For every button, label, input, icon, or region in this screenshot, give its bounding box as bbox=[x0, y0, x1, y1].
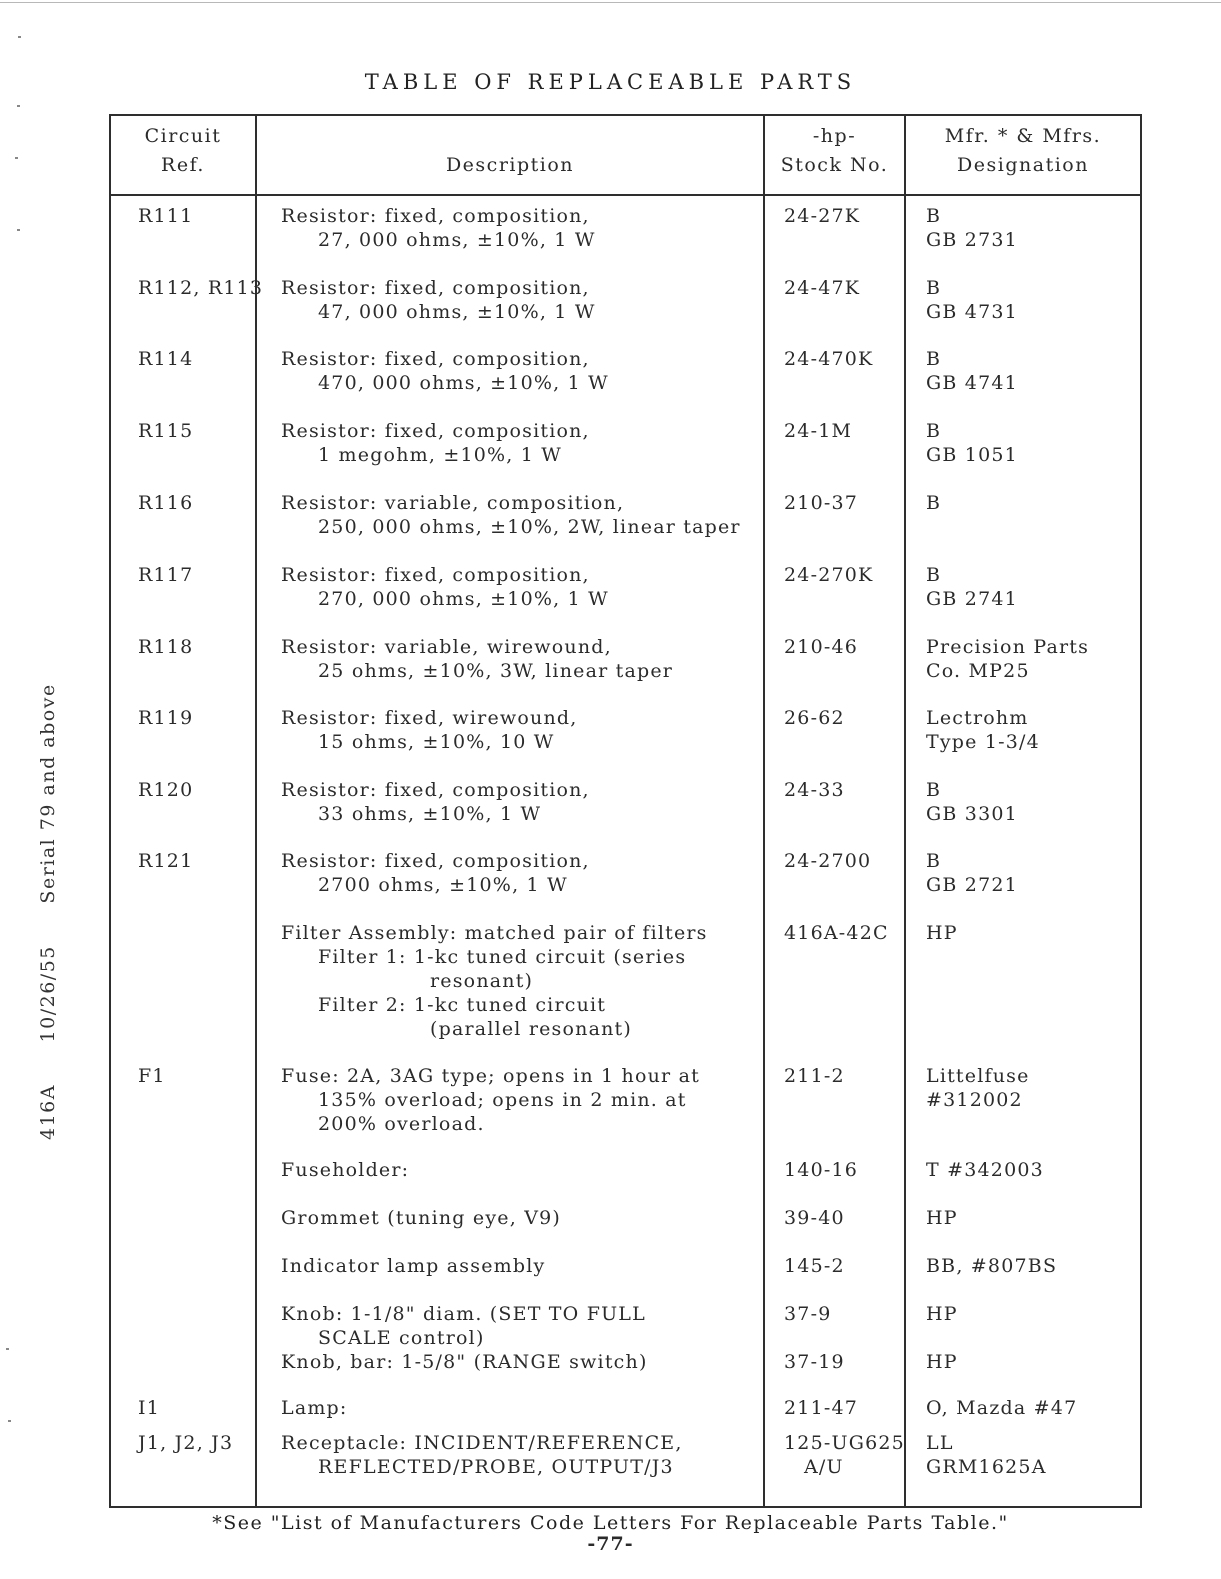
stock-number bbox=[784, 563, 873, 587]
stock-number bbox=[784, 921, 889, 945]
mfr-designation-line: #312002 bbox=[926, 1089, 1023, 1111]
part-description bbox=[281, 1396, 348, 1420]
mfr-designation-line: B bbox=[926, 564, 942, 586]
stock-number bbox=[784, 1431, 905, 1479]
header-mfr-designation: Mfr. * & Mfrs. Designation bbox=[944, 125, 1102, 176]
stock-number bbox=[784, 1206, 845, 1230]
mfr-designation-line: GB 2741 bbox=[926, 588, 1018, 610]
stock-number bbox=[784, 1064, 845, 1088]
scan-speck bbox=[8, 1420, 11, 1422]
page-title: TABLE OF REPLACEABLE PARTS bbox=[364, 70, 857, 94]
part-description-line: Fuse: 2A, 3AG type; opens in 1 hour at bbox=[281, 1065, 700, 1087]
mfr-designation-line: HP bbox=[926, 1351, 958, 1373]
stock-number-line: 125-UG625 bbox=[784, 1432, 905, 1454]
part-description-line: Resistor: fixed, composition, bbox=[281, 779, 590, 801]
circuit-ref: R120 bbox=[138, 779, 194, 801]
serial-note: Serial 79 and above bbox=[37, 683, 59, 904]
footnote: *See "List of Manufacturers Code Letters For Replaceable Parts Table." bbox=[212, 1512, 1009, 1534]
part-description-line: 270, 000 ohms, ±10%, 1 W bbox=[318, 588, 609, 610]
part-description bbox=[281, 1254, 545, 1278]
stock-number-line: 24-47K bbox=[784, 277, 861, 299]
part-description-line: 135% overload; opens in 2 min. at bbox=[318, 1089, 687, 1111]
mfr-designation bbox=[926, 276, 1018, 324]
part-description-line: 47, 000 ohms, ±10%, 1 W bbox=[318, 301, 596, 323]
part-description bbox=[281, 347, 609, 395]
mfr-designation bbox=[926, 563, 1018, 611]
circuit-ref: R116 bbox=[138, 492, 194, 514]
part-description-line: 15 ohms, ±10%, 10 W bbox=[318, 731, 555, 753]
mfr-designation-line: B bbox=[926, 205, 942, 227]
page-number: -77- bbox=[587, 1533, 634, 1555]
mfr-designation-line: Co. MP25 bbox=[926, 660, 1030, 682]
mfr-designation-line: HP bbox=[926, 1303, 958, 1325]
part-description bbox=[281, 635, 673, 683]
mfr-designation-line: GRM1625A bbox=[926, 1456, 1047, 1478]
mfr-designation bbox=[926, 1350, 958, 1374]
stock-number bbox=[784, 778, 845, 802]
part-description-line: 200% overload. bbox=[318, 1113, 485, 1135]
part-description bbox=[281, 1158, 409, 1182]
mfr-designation-line: B bbox=[926, 779, 942, 801]
stock-number-line: 24-270K bbox=[784, 564, 874, 586]
revision-date: 10/26/55 bbox=[37, 945, 59, 1043]
circuit-ref: R119 bbox=[138, 707, 194, 729]
mfr-designation-line: O, Mazda #47 bbox=[926, 1397, 1078, 1419]
part-description-line: Resistor: fixed, composition, bbox=[281, 850, 590, 872]
mfr-designation bbox=[926, 491, 941, 515]
mfr-designation bbox=[926, 1254, 1057, 1278]
stock-number-line: 26-62 bbox=[784, 707, 845, 729]
mfr-designation bbox=[926, 204, 1018, 252]
part-description bbox=[281, 1431, 683, 1479]
part-description bbox=[281, 563, 609, 611]
stock-number bbox=[784, 491, 858, 515]
circuit-ref: J1, J2, J3 bbox=[138, 1432, 234, 1454]
scan-speck bbox=[17, 105, 20, 107]
mfr-designation bbox=[926, 1064, 1030, 1112]
part-description bbox=[281, 204, 596, 252]
part-description-line: 33 ohms, ±10%, 1 W bbox=[318, 803, 542, 825]
mfr-designation-line: Type 1-3/4 bbox=[926, 731, 1040, 753]
part-description-line: Resistor: fixed, composition, bbox=[281, 205, 590, 227]
part-description-line: Resistor: fixed, composition, bbox=[281, 564, 590, 586]
stock-number bbox=[784, 1158, 858, 1182]
column-divider bbox=[904, 116, 906, 1506]
part-description bbox=[281, 706, 577, 754]
part-description-line: (parallel resonant) bbox=[430, 1018, 632, 1040]
circuit-ref: R117 bbox=[138, 564, 194, 586]
part-description bbox=[281, 276, 596, 324]
scan-speck bbox=[6, 1348, 9, 1350]
mfr-designation bbox=[926, 347, 1018, 395]
stock-number-line: 24-2700 bbox=[784, 850, 872, 872]
circuit-ref: R115 bbox=[138, 420, 194, 442]
circuit-ref: I1 bbox=[138, 1397, 160, 1419]
part-description-line: 250, 000 ohms, ±10%, 2W, linear taper bbox=[318, 516, 741, 538]
stock-number-line: 140-16 bbox=[784, 1159, 859, 1181]
stock-number-line: 24-470K bbox=[784, 348, 874, 370]
part-description-line: Indicator lamp assembly bbox=[281, 1255, 546, 1277]
mfr-designation-line: BB, #807BS bbox=[926, 1255, 1058, 1277]
mfr-designation-line: B bbox=[926, 348, 942, 370]
mfr-designation-line: GB 4741 bbox=[926, 372, 1018, 394]
stock-number-line: 211-2 bbox=[784, 1065, 845, 1087]
stock-number bbox=[784, 1396, 858, 1420]
part-description bbox=[281, 1206, 561, 1230]
side-annotation bbox=[37, 649, 59, 1140]
column-divider bbox=[255, 116, 257, 1506]
part-description-line: Filter 2: 1-kc tuned circuit bbox=[318, 994, 607, 1016]
stock-number bbox=[784, 347, 873, 371]
stock-number bbox=[784, 419, 852, 443]
header-description: Description bbox=[445, 154, 575, 176]
part-description bbox=[281, 849, 590, 897]
part-description bbox=[281, 491, 741, 539]
parts-table bbox=[109, 114, 1142, 1508]
part-description-line: Filter 1: 1-kc tuned circuit (series bbox=[318, 946, 687, 968]
stock-number-line: 37-9 bbox=[784, 1303, 832, 1325]
header-divider bbox=[111, 194, 1140, 196]
circuit-ref: R112, R113 bbox=[138, 277, 264, 299]
part-description-line: Knob, bar: 1-5/8" (RANGE switch) bbox=[281, 1351, 648, 1373]
stock-number-line: 416A-42C bbox=[784, 922, 889, 944]
stock-number-line: 210-37 bbox=[784, 492, 859, 514]
mfr-designation bbox=[926, 706, 1040, 754]
circuit-ref: R111 bbox=[138, 205, 194, 227]
mfr-designation-line: GB 2721 bbox=[926, 874, 1018, 896]
stock-number-line: 24-27K bbox=[784, 205, 861, 227]
model-number: 416A bbox=[37, 1084, 59, 1140]
stock-number-line: A/U bbox=[804, 1456, 844, 1478]
header-circuit-ref: Circuit Ref. bbox=[144, 125, 222, 176]
part-description-line: REFLECTED/PROBE, OUTPUT/J3 bbox=[318, 1456, 674, 1478]
part-description-line: Resistor: fixed, composition, bbox=[281, 348, 590, 370]
part-description-line: 27, 000 ohms, ±10%, 1 W bbox=[318, 229, 596, 251]
mfr-designation-line: GB 1051 bbox=[926, 444, 1018, 466]
column-divider bbox=[763, 116, 765, 1506]
part-description bbox=[281, 921, 708, 1041]
part-description-line: Receptacle: INCIDENT/REFERENCE, bbox=[281, 1432, 683, 1454]
mfr-designation-line: B bbox=[926, 850, 942, 872]
stock-number-line: 24-1M bbox=[784, 420, 853, 442]
mfr-designation bbox=[926, 1158, 1044, 1182]
stock-number bbox=[784, 1302, 832, 1326]
part-description-line: 25 ohms, ±10%, 3W, linear taper bbox=[318, 660, 674, 682]
mfr-designation-line: Lectrohm bbox=[926, 707, 1029, 729]
part-description bbox=[281, 1350, 648, 1374]
stock-number bbox=[784, 204, 860, 228]
mfr-designation bbox=[926, 419, 1018, 467]
mfr-designation bbox=[926, 635, 1089, 683]
stock-number-line: 211-47 bbox=[784, 1397, 859, 1419]
mfr-designation-line: B bbox=[926, 420, 942, 442]
stock-number bbox=[784, 706, 845, 730]
part-description-line: Resistor: fixed, composition, bbox=[281, 420, 590, 442]
mfr-designation-line: GB 3301 bbox=[926, 803, 1018, 825]
stock-number-line: 39-40 bbox=[784, 1207, 845, 1229]
mfr-designation-line: HP bbox=[926, 922, 958, 944]
circuit-ref: F1 bbox=[138, 1065, 166, 1087]
mfr-designation bbox=[926, 1206, 958, 1230]
stock-number-line: 145-2 bbox=[784, 1255, 845, 1277]
stock-number bbox=[784, 635, 858, 659]
stock-number bbox=[784, 1350, 845, 1374]
part-description-line: Lamp: bbox=[281, 1397, 348, 1419]
mfr-designation bbox=[926, 1431, 1047, 1479]
mfr-designation bbox=[926, 1302, 958, 1326]
mfr-designation bbox=[926, 849, 1018, 897]
stock-number bbox=[784, 849, 871, 873]
stock-number-line: 37-19 bbox=[784, 1351, 845, 1373]
part-description-line: resonant) bbox=[430, 970, 534, 992]
part-description-line: 1 megohm, ±10%, 1 W bbox=[318, 444, 563, 466]
mfr-designation-line: B bbox=[926, 492, 942, 514]
scan-edge-line bbox=[0, 2, 1221, 3]
mfr-designation bbox=[926, 921, 958, 945]
circuit-ref: R114 bbox=[138, 348, 194, 370]
scan-speck bbox=[17, 229, 20, 231]
part-description bbox=[281, 778, 590, 826]
part-description-line: SCALE control) bbox=[318, 1327, 485, 1349]
stock-number bbox=[784, 276, 860, 300]
stock-number bbox=[784, 1254, 845, 1278]
stock-number-line: 24-33 bbox=[784, 779, 845, 801]
part-description-line: Grommet (tuning eye, V9) bbox=[281, 1207, 562, 1229]
part-description bbox=[281, 1302, 646, 1350]
mfr-designation-line: LL bbox=[926, 1432, 954, 1454]
mfr-designation-line: B bbox=[926, 277, 942, 299]
part-description-line: Fuseholder: bbox=[281, 1159, 410, 1181]
part-description-line: Resistor: fixed, wirewound, bbox=[281, 707, 578, 729]
part-description-line: Resistor: fixed, composition, bbox=[281, 277, 590, 299]
part-description bbox=[281, 419, 590, 467]
header-stock-no: -hp- Stock No. bbox=[780, 125, 889, 176]
scan-speck bbox=[15, 157, 18, 159]
circuit-ref: R118 bbox=[138, 636, 194, 658]
mfr-designation bbox=[926, 778, 1018, 826]
mfr-designation-line: Precision Parts bbox=[926, 636, 1090, 658]
part-description-line: Knob: 1-1/8" diam. (SET TO FULL bbox=[281, 1303, 646, 1325]
mfr-designation-line: GB 2731 bbox=[926, 229, 1018, 251]
part-description bbox=[281, 1064, 700, 1136]
mfr-designation-line: GB 4731 bbox=[926, 301, 1018, 323]
part-description-line: Filter Assembly: matched pair of filters bbox=[281, 922, 708, 944]
scan-speck bbox=[18, 36, 21, 38]
stock-number-line: 210-46 bbox=[784, 636, 859, 658]
mfr-designation bbox=[926, 1396, 1077, 1420]
part-description-line: Resistor: variable, composition, bbox=[281, 492, 625, 514]
circuit-ref: R121 bbox=[138, 850, 194, 872]
part-description-line: 2700 ohms, ±10%, 1 W bbox=[318, 874, 568, 896]
part-description-line: Resistor: variable, wirewound, bbox=[281, 636, 612, 658]
mfr-designation-line: HP bbox=[926, 1207, 958, 1229]
mfr-designation-line: Littelfuse bbox=[926, 1065, 1030, 1087]
mfr-designation-line: T #342003 bbox=[926, 1159, 1044, 1181]
part-description-line: 470, 000 ohms, ±10%, 1 W bbox=[318, 372, 609, 394]
